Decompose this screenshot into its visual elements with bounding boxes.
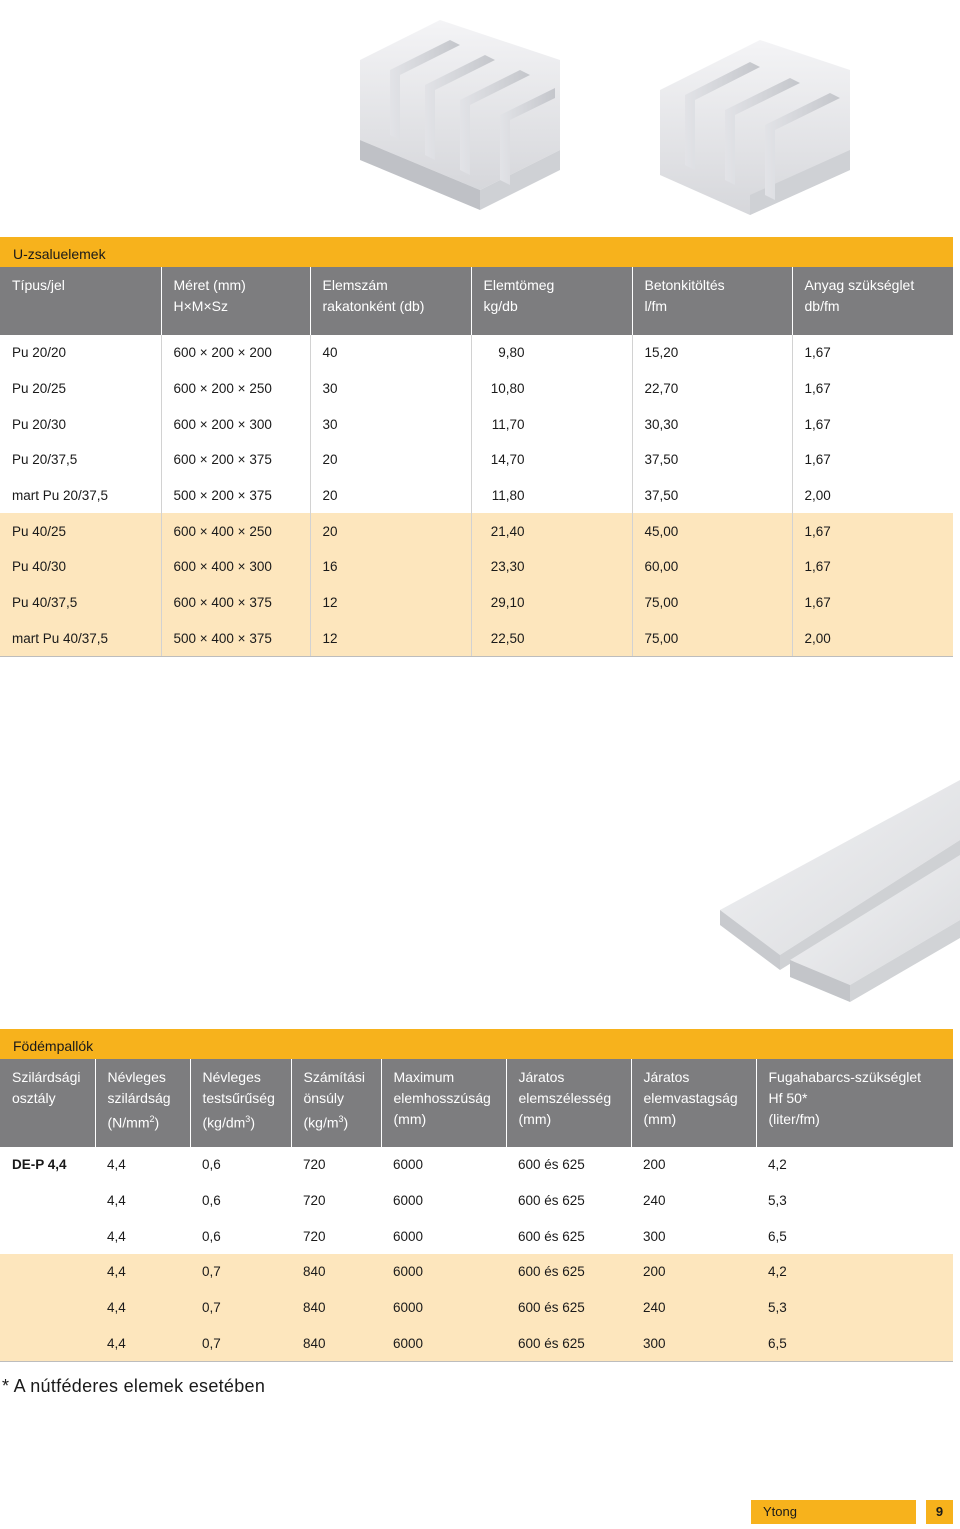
cell-thick: 300: [643, 1228, 666, 1244]
cell-count: 30: [310, 371, 471, 407]
cell-size: 500 × 400 × 375: [161, 621, 310, 657]
cell-cls: [0, 1183, 95, 1219]
table-row: [0, 1218, 953, 1254]
cell-weight: 11,80: [471, 478, 632, 514]
cell-thick: 300: [631, 1325, 756, 1361]
col-header-maxlength: Maximum elemhosszúság (mm): [381, 1059, 506, 1147]
cell-count: 20: [310, 513, 471, 549]
cell-count: 40: [310, 335, 471, 371]
cell-type: mart Pu 40/37,5: [0, 621, 161, 657]
cell-type: mart Pu 20/37,5: [12, 488, 109, 504]
cell-self: 840: [291, 1254, 381, 1290]
table-row: [0, 513, 953, 549]
cell-str: 4,4: [107, 1157, 126, 1173]
cell-size: 600 × 400 × 300: [161, 549, 310, 585]
floor-plank-table: [0, 1059, 953, 1362]
cell-need: 1,67: [792, 585, 953, 621]
cell-self: 720: [303, 1157, 326, 1173]
table-row: [0, 585, 953, 621]
table-row: [0, 621, 953, 657]
table-row: [0, 371, 953, 407]
cell-mortar: 6,5: [768, 1228, 787, 1244]
cell-fill: 30,30: [632, 406, 792, 442]
cell-weight: 21,40: [471, 513, 632, 549]
cell-len: 6000: [393, 1157, 424, 1173]
cell-need: 1,67: [792, 406, 953, 442]
table-row: [0, 1290, 953, 1326]
cell-width: 600 és 625: [518, 1228, 585, 1244]
cell-thick: 240: [631, 1290, 756, 1326]
table-header-row: [0, 267, 953, 335]
cell-mortar: 6,5: [756, 1325, 953, 1361]
cell-str: 4,4: [107, 1228, 126, 1244]
floor-plank-product-image: [650, 770, 960, 1010]
col-header-width: Járatos elemszélesség (mm): [506, 1059, 631, 1147]
cell-fill: 75,00: [632, 621, 792, 657]
cell-type: Pu 20/37,5: [12, 452, 78, 468]
cell-size: 600 × 200 × 375: [161, 442, 310, 478]
cell-type: Pu 40/25: [0, 513, 161, 549]
cell-str: 4,4: [95, 1290, 190, 1326]
cell-need: 1,67: [792, 335, 953, 371]
cell-self: 720: [303, 1228, 326, 1244]
f-section-title: Födémpallók: [0, 1029, 953, 1059]
cell-dens: 0,7: [190, 1290, 291, 1326]
cell-width: 600 és 625: [518, 1193, 585, 1209]
cell-weight: 9,80: [471, 335, 632, 371]
cell-dens: 0,7: [190, 1254, 291, 1290]
cell-self: 840: [291, 1325, 381, 1361]
cell-weight: 22,50: [471, 621, 632, 657]
cell-weight: 11,70: [471, 406, 632, 442]
cell-fill: 22,70: [632, 371, 792, 407]
cell-str: 4,4: [95, 1325, 190, 1361]
cell-fill: 60,00: [632, 549, 792, 585]
cell-dens: 0,7: [190, 1325, 291, 1361]
cell-fill: 37,50: [632, 442, 792, 478]
table-row: [0, 442, 953, 478]
cell-len: 6000: [381, 1325, 506, 1361]
cell-dens: 0,6: [202, 1157, 221, 1173]
cell-type: Pu 40/37,5: [0, 585, 161, 621]
cell-count: 20: [310, 442, 471, 478]
table-row: [0, 549, 953, 585]
cell-count: 30: [310, 406, 471, 442]
brand-label: Ytong: [751, 1500, 916, 1524]
col-header-class: Szilárdsági osztály: [0, 1059, 95, 1147]
cell-width: 600 és 625: [506, 1325, 631, 1361]
cell-cls: [0, 1254, 95, 1290]
cell-count: 12: [310, 585, 471, 621]
cell-len: 6000: [381, 1254, 506, 1290]
cell-type: Pu 40/30: [0, 549, 161, 585]
cell-count: 20: [310, 478, 471, 514]
cell-size: 600 × 200 × 200: [161, 335, 310, 371]
cell-mortar: 5,3: [768, 1193, 787, 1209]
col-header-strength: Névleges szilárdság $(N/mm^2)$: [95, 1059, 190, 1147]
cell-need: 2,00: [792, 621, 953, 657]
cell-thick: 200: [631, 1254, 756, 1290]
table-row: [0, 1325, 953, 1361]
page-number: 9: [926, 1500, 953, 1524]
cell-dens: 0,6: [202, 1228, 221, 1244]
floor-plank-section: [0, 1029, 953, 1362]
cell-thick: 240: [643, 1193, 666, 1209]
cell-len: 6000: [393, 1228, 424, 1244]
col-header-mortar: Fugahabarcs-szükséglet Hf 50* (liter/fm): [756, 1059, 953, 1147]
cell-self: 840: [291, 1290, 381, 1326]
cell-weight: 23,30: [471, 549, 632, 585]
cell-width: 600 és 625: [506, 1290, 631, 1326]
cell-len: 6000: [381, 1290, 506, 1326]
cell-cls: [0, 1325, 95, 1361]
cell-count: 16: [310, 549, 471, 585]
col-header-fill: Betonkitöltés l/fm: [632, 267, 792, 335]
table-row: [0, 1254, 953, 1290]
col-header-count: Elemszám rakatonként (db): [310, 267, 471, 335]
cell-thick: 200: [643, 1157, 666, 1173]
col-header-need: Anyag szükséglet db/fm: [792, 267, 953, 335]
cell-fill: 37,50: [632, 478, 792, 514]
cell-need: 1,67: [792, 442, 953, 478]
cell-size: 600 × 200 × 250: [161, 371, 310, 407]
cell-fill: 75,00: [632, 585, 792, 621]
cell-width: 600 és 625: [518, 1157, 585, 1173]
col-header-type: Típus/jel: [0, 267, 161, 335]
cell-weight: 14,70: [471, 442, 632, 478]
cell-cls: [0, 1290, 95, 1326]
col-header-density: Névleges testsűrűség $(kg/dm^3)$: [190, 1059, 291, 1147]
cell-cls: DE-P 4,4: [12, 1157, 67, 1173]
cell-size: 600 × 200 × 300: [161, 406, 310, 442]
cell-self: 720: [303, 1193, 326, 1209]
cell-mortar: 5,3: [756, 1290, 953, 1326]
cell-dens: 0,6: [202, 1193, 221, 1209]
col-header-thickness: Járatos elemvastagság (mm): [631, 1059, 756, 1147]
cell-fill: 15,20: [632, 335, 792, 371]
table-row: [0, 1183, 953, 1219]
cell-type: Pu 20/20: [12, 345, 67, 361]
u-formwork-table: [0, 267, 953, 657]
cell-weight: 29,10: [471, 585, 632, 621]
cell-str: 4,4: [95, 1254, 190, 1290]
col-header-size: Méret (mm) H×M×Sz: [161, 267, 310, 335]
cell-type: Pu 20/30: [12, 416, 67, 432]
u-block-product-image: [330, 0, 960, 222]
cell-str: 4,4: [107, 1193, 126, 1209]
cell-need: 1,67: [792, 549, 953, 585]
footnote: * A nútféderes elemek esetében: [2, 1376, 266, 1396]
cell-size: 500 × 200 × 375: [161, 478, 310, 514]
cell-fill: 45,00: [632, 513, 792, 549]
cell-len: 6000: [393, 1193, 424, 1209]
table-row: [0, 406, 953, 442]
cell-need: 2,00: [792, 478, 953, 514]
table-row: [0, 335, 953, 371]
cell-count: 12: [310, 621, 471, 657]
col-header-weight: Elemtömeg kg/db: [471, 267, 632, 335]
cell-weight: 10,80: [471, 371, 632, 407]
cell-cls: [0, 1218, 95, 1254]
table-row: [0, 1147, 953, 1183]
cell-need: 1,67: [792, 513, 953, 549]
col-header-selfweight: Számítási önsúly $(kg/m^3)$: [291, 1059, 381, 1147]
cell-size: 600 × 400 × 375: [161, 585, 310, 621]
table-header-row: [0, 1059, 953, 1147]
cell-width: 600 és 625: [506, 1254, 631, 1290]
cell-mortar: 4,2: [756, 1254, 953, 1290]
u-formwork-section: [0, 237, 953, 657]
cell-size: 600 × 400 × 250: [161, 513, 310, 549]
cell-need: 1,67: [792, 371, 953, 407]
table-row: [0, 478, 953, 514]
u-section-title: U-zsaluelemek: [0, 237, 953, 267]
cell-type: Pu 20/25: [12, 381, 67, 397]
cell-mortar: 4,2: [768, 1157, 787, 1173]
